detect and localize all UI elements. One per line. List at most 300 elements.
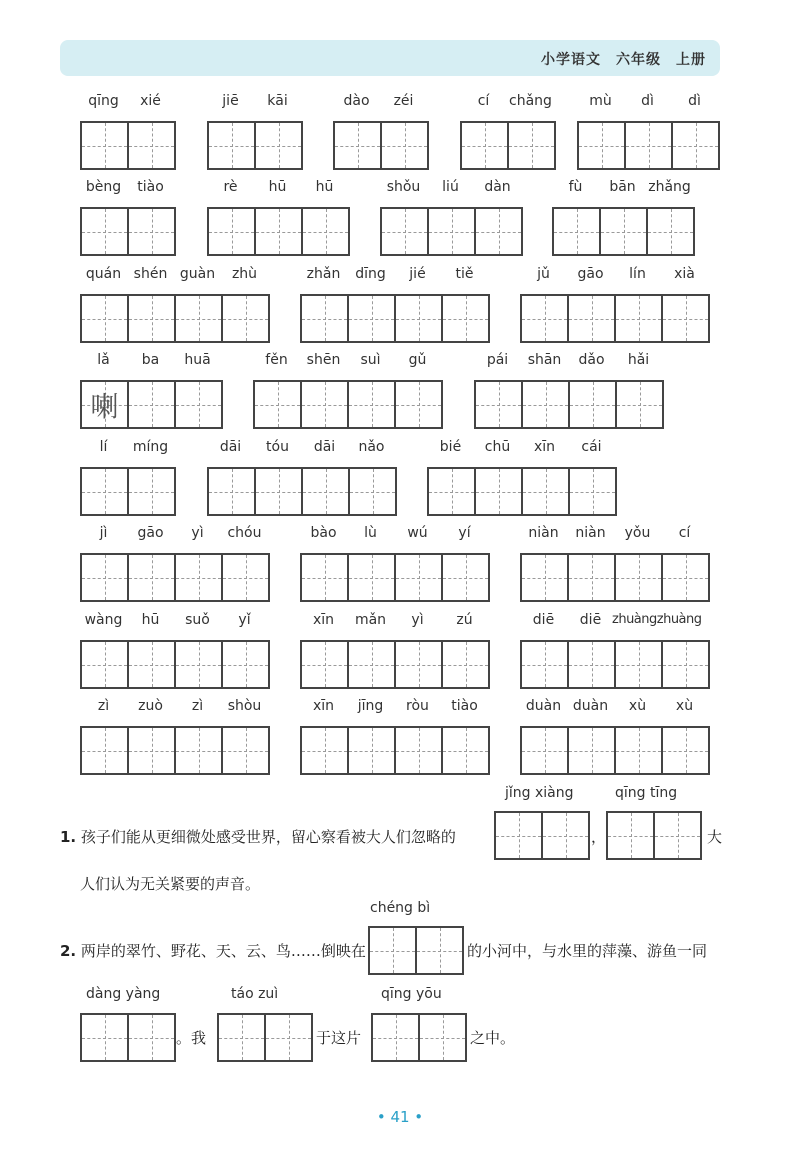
word-pinyin: gāo <box>577 266 604 282</box>
word-pinyin: suǒ <box>185 612 210 628</box>
char-cell[interactable] <box>460 121 509 170</box>
word-box[interactable] <box>80 294 270 343</box>
word-pinyin: fěn <box>265 352 288 368</box>
word-pinyin: dāi <box>219 439 242 455</box>
word-box[interactable] <box>474 380 664 429</box>
handwritten-char <box>129 123 174 168</box>
handwritten-char <box>255 382 300 427</box>
handwritten-char <box>256 123 301 168</box>
char-cell[interactable] <box>254 207 303 256</box>
word-box[interactable] <box>460 121 556 170</box>
word-box[interactable] <box>552 207 695 256</box>
char-cell[interactable] <box>127 553 176 602</box>
char-cell[interactable] <box>300 380 349 429</box>
word-box[interactable] <box>520 640 710 689</box>
char-cell[interactable] <box>174 294 223 343</box>
word-pinyin: fù <box>568 179 583 195</box>
handwritten-char <box>443 728 488 773</box>
book-title: 小学语文 六年级 上册 <box>541 52 706 68</box>
word-box[interactable] <box>80 380 223 429</box>
word-pinyin: huā <box>184 352 211 368</box>
char-cell[interactable] <box>207 467 256 516</box>
char-cell[interactable] <box>520 294 569 343</box>
word-pinyin: yǐ <box>238 612 251 628</box>
q2-blank1[interactable] <box>368 926 464 975</box>
char-cell[interactable] <box>427 467 476 516</box>
handwritten-char <box>579 123 624 168</box>
char-cell[interactable] <box>394 294 443 343</box>
handwritten-char <box>349 728 394 773</box>
handwritten-char <box>223 555 268 600</box>
char-cell[interactable] <box>614 294 663 343</box>
q2-text-mid: 。我 <box>176 1029 207 1047</box>
char-cell[interactable] <box>474 380 523 429</box>
word-pinyin: lǎ <box>97 352 110 368</box>
handwritten-char <box>462 123 507 168</box>
word-pinyin: xīn <box>312 612 335 628</box>
handwritten-char <box>176 382 221 427</box>
handwritten-char <box>82 469 127 514</box>
word-box[interactable] <box>577 121 720 170</box>
word-pinyin: rè <box>223 179 238 195</box>
handwritten-char <box>570 469 615 514</box>
char-cell[interactable] <box>646 207 695 256</box>
word-pinyin: jǔ <box>537 266 550 282</box>
word-pinyin: lí <box>99 439 108 455</box>
char-cell[interactable] <box>300 726 349 775</box>
char-cell[interactable] <box>207 121 256 170</box>
word-pinyin: zhù <box>231 266 258 282</box>
word-box[interactable] <box>333 121 429 170</box>
word-pinyin: wú <box>407 525 428 541</box>
word-pinyin: chū <box>484 439 511 455</box>
handwritten-char <box>82 209 127 254</box>
char-cell[interactable] <box>174 726 223 775</box>
char-cell[interactable] <box>127 640 176 689</box>
char-cell[interactable] <box>207 207 256 256</box>
word-pinyin: dǎo <box>578 352 605 368</box>
handwritten-char <box>569 296 614 341</box>
char-cell[interactable] <box>300 553 349 602</box>
char-cell[interactable] <box>567 640 616 689</box>
word-box[interactable] <box>300 640 490 689</box>
handwritten-char <box>569 728 614 773</box>
word-pinyin: zì <box>97 698 110 714</box>
handwritten-char <box>129 209 174 254</box>
word-pinyin: dào <box>343 93 370 109</box>
char-cell[interactable] <box>567 294 616 343</box>
word-pinyin: qīng <box>88 93 119 109</box>
q2-blank2[interactable] <box>80 1013 176 1062</box>
word-pinyin: mù <box>589 93 612 109</box>
char-cell[interactable] <box>127 207 176 256</box>
char-cell[interactable] <box>347 553 396 602</box>
char-cell[interactable] <box>614 553 663 602</box>
word-pinyin: xīn <box>312 698 335 714</box>
q2-blank4-pinyin: qīng yōu <box>381 986 442 1002</box>
char-cell[interactable] <box>347 726 396 775</box>
word-box[interactable] <box>253 380 443 429</box>
char-cell[interactable] <box>520 726 569 775</box>
word-pinyin: zì <box>191 698 204 714</box>
word-pinyin: shòu <box>227 698 262 714</box>
handwritten-char <box>349 555 394 600</box>
word-box[interactable] <box>80 553 270 602</box>
q1-sep: ， <box>591 828 607 846</box>
char-cell[interactable] <box>221 640 270 689</box>
char-cell[interactable] <box>80 467 129 516</box>
word-pinyin: gǔ <box>408 352 427 368</box>
word-pinyin: mǎn <box>354 612 387 628</box>
handwritten-char <box>429 469 474 514</box>
handwritten-char <box>256 469 301 514</box>
handwritten-char <box>396 555 441 600</box>
handwritten-char <box>223 296 268 341</box>
handwritten-char <box>176 642 221 687</box>
char-cell[interactable] <box>507 121 556 170</box>
char-cell[interactable] <box>347 640 396 689</box>
handwritten-char <box>209 209 254 254</box>
char-cell[interactable] <box>394 726 443 775</box>
q1-number: 1. <box>60 828 77 846</box>
handwritten-char <box>601 209 646 254</box>
handwritten-char <box>82 642 127 687</box>
word-pinyin: tóu <box>266 439 289 455</box>
handwritten-char <box>349 382 394 427</box>
q1-text-tail: 大 <box>707 828 723 846</box>
handwritten-char <box>663 642 708 687</box>
word-pinyin: wàng <box>84 612 123 628</box>
word-box[interactable] <box>80 467 176 516</box>
char-cell[interactable] <box>174 640 223 689</box>
handwritten-char <box>523 382 568 427</box>
handwritten-char <box>626 123 671 168</box>
char-cell[interactable] <box>394 640 443 689</box>
word-box[interactable] <box>520 294 710 343</box>
handwritten-char <box>570 382 615 427</box>
word-box[interactable] <box>520 726 710 775</box>
word-pinyin: míng <box>132 439 169 455</box>
q2-line1 <box>60 940 366 961</box>
char-cell[interactable] <box>254 467 303 516</box>
char-cell[interactable] <box>567 726 616 775</box>
handwritten-char <box>82 296 127 341</box>
char-cell[interactable] <box>348 467 397 516</box>
handwritten-char <box>302 642 347 687</box>
q2-text-after: 的小河中，与水里的萍藻、游鱼一同 <box>467 942 708 960</box>
handwritten-char <box>209 123 254 168</box>
handwritten-char <box>223 728 268 773</box>
word-pinyin: gāo <box>137 525 164 541</box>
word-pinyin: diē <box>579 612 602 628</box>
word-pinyin: hū <box>268 179 287 195</box>
char-cell[interactable] <box>615 380 664 429</box>
char-cell[interactable] <box>80 553 129 602</box>
word-pinyin: zéi <box>393 93 414 109</box>
word-pinyin: bào <box>310 525 337 541</box>
word-pinyin: dì <box>641 93 654 109</box>
handwritten-char <box>476 469 521 514</box>
handwritten-char <box>82 123 127 168</box>
q2-blank3[interactable] <box>217 1013 313 1062</box>
word-pinyin: jì <box>99 525 108 541</box>
char-cell[interactable] <box>333 121 382 170</box>
handwritten-char <box>429 209 474 254</box>
char-cell[interactable] <box>441 553 490 602</box>
char-cell[interactable] <box>127 121 176 170</box>
word-pinyin: diē <box>532 612 555 628</box>
word-pinyin: duàn <box>572 698 609 714</box>
handwritten-char <box>443 642 488 687</box>
handwritten-char <box>349 296 394 341</box>
word-box[interactable] <box>80 640 270 689</box>
q2-text-mid2: 于这片 <box>316 1029 362 1047</box>
word-box[interactable] <box>300 553 490 602</box>
word-box[interactable] <box>300 726 490 775</box>
word-pinyin: yí <box>458 525 471 541</box>
word-box[interactable] <box>300 294 490 343</box>
handwritten-char <box>522 296 567 341</box>
char-cell[interactable] <box>661 294 710 343</box>
q2-number: 2. <box>60 942 77 960</box>
word-pinyin: shēn <box>306 352 341 368</box>
q1-text-before: 孩子们能从更细微处感受世界，留心察看被大人们忽略的 <box>80 828 456 846</box>
q2-blank3-pinyin: táo zuì <box>231 986 279 1002</box>
word-pinyin: zuò <box>138 698 163 714</box>
q2-text-end: 之中。 <box>470 1029 516 1047</box>
char-cell[interactable] <box>661 640 710 689</box>
handwritten-char <box>302 382 347 427</box>
word-pinyin: dāi <box>313 439 336 455</box>
word-pinyin: zhǎng <box>648 179 691 195</box>
word-pinyin: niàn <box>575 525 606 541</box>
handwritten-char <box>176 728 221 773</box>
q1-line1 <box>60 826 456 847</box>
word-pinyin: duàn <box>525 698 562 714</box>
word-pinyin: suì <box>360 352 381 368</box>
handwritten-char <box>303 209 348 254</box>
handwritten-char <box>302 728 347 773</box>
word-pinyin: zú <box>456 612 473 628</box>
handwritten-char <box>302 296 347 341</box>
word-pinyin: yǒu <box>624 525 651 541</box>
q2-blank4[interactable] <box>371 1013 467 1062</box>
char-cell[interactable] <box>441 726 490 775</box>
word-pinyin: ba <box>141 352 160 368</box>
handwritten-char <box>396 382 441 427</box>
char-cell[interactable] <box>174 380 223 429</box>
char-cell[interactable] <box>127 294 176 343</box>
char-cell[interactable] <box>577 121 626 170</box>
handwritten-char <box>673 123 718 168</box>
char-cell[interactable] <box>347 380 396 429</box>
handwritten-char <box>129 469 174 514</box>
char-cell[interactable] <box>300 294 349 343</box>
q1-blank1-pinyin: jǐng xiàng <box>505 785 574 801</box>
char-cell[interactable] <box>221 553 270 602</box>
char-cell[interactable] <box>661 726 710 775</box>
char-cell[interactable] <box>599 207 648 256</box>
handwritten-char <box>209 469 254 514</box>
char-cell[interactable] <box>301 207 350 256</box>
word-box[interactable] <box>207 207 350 256</box>
word-pinyin: xià <box>674 266 695 282</box>
char-cell[interactable] <box>221 726 270 775</box>
char-cell[interactable] <box>253 380 302 429</box>
char-cell[interactable] <box>394 380 443 429</box>
handwritten-char <box>302 555 347 600</box>
word-pinyin: dì <box>688 93 701 109</box>
char-cell[interactable] <box>568 467 617 516</box>
handwritten-char <box>396 296 441 341</box>
word-box[interactable] <box>80 726 270 775</box>
word-pinyin: zhuàngzhuàng <box>612 612 702 627</box>
word-pinyin: cái <box>581 439 602 455</box>
word-pinyin: xīn <box>533 439 556 455</box>
char-cell[interactable] <box>474 207 523 256</box>
char-cell[interactable] <box>474 467 523 516</box>
handwritten-char: 喇 <box>90 389 119 423</box>
char-cell[interactable] <box>254 121 303 170</box>
word-pinyin: jié <box>409 266 426 282</box>
word-pinyin: hū <box>315 179 334 195</box>
char-cell[interactable] <box>301 467 350 516</box>
char-cell[interactable] <box>221 294 270 343</box>
char-cell[interactable] <box>347 294 396 343</box>
char-cell[interactable] <box>552 207 601 256</box>
word-box[interactable] <box>207 121 303 170</box>
char-cell[interactable] <box>380 207 429 256</box>
handwritten-char <box>129 555 174 600</box>
word-pinyin: jiē <box>222 93 239 109</box>
char-cell[interactable] <box>521 467 570 516</box>
handwritten-char <box>522 642 567 687</box>
char-cell[interactable] <box>80 640 129 689</box>
word-pinyin: kāi <box>267 93 288 109</box>
word-box[interactable] <box>380 207 523 256</box>
word-pinyin: tiào <box>137 179 164 195</box>
char-cell[interactable] <box>520 553 569 602</box>
char-cell[interactable] <box>80 294 129 343</box>
handwritten-char <box>569 555 614 600</box>
q1-blank1[interactable] <box>494 811 590 860</box>
char-cell[interactable] <box>614 640 663 689</box>
word-box[interactable] <box>80 121 176 170</box>
char-cell[interactable] <box>521 380 570 429</box>
char-cell[interactable] <box>127 380 176 429</box>
handwritten-char <box>443 296 488 341</box>
char-cell[interactable] <box>661 553 710 602</box>
word-pinyin: lù <box>364 525 377 541</box>
handwritten-char <box>129 296 174 341</box>
word-pinyin: guàn <box>179 266 216 282</box>
char-cell[interactable] <box>394 553 443 602</box>
word-pinyin: shǒu <box>386 179 421 195</box>
char-cell[interactable] <box>568 380 617 429</box>
char-cell[interactable] <box>300 640 349 689</box>
word-pinyin: dàn <box>484 179 511 195</box>
handwritten-char <box>476 382 521 427</box>
word-pinyin: liú <box>442 179 459 195</box>
char-cell[interactable] <box>624 121 673 170</box>
handwritten-char <box>82 728 127 773</box>
q2-blank2-pinyin: dàng yàng <box>86 986 161 1002</box>
char-cell[interactable] <box>567 553 616 602</box>
word-pinyin: dīng <box>355 266 386 282</box>
char-cell[interactable] <box>80 121 129 170</box>
char-cell[interactable] <box>671 121 720 170</box>
char-cell[interactable] <box>127 467 176 516</box>
word-pinyin: xié <box>140 93 161 109</box>
char-cell[interactable] <box>427 207 476 256</box>
handwritten-char <box>303 469 348 514</box>
handwritten-char <box>569 642 614 687</box>
word-pinyin: chóu <box>227 525 262 541</box>
q1-blank2[interactable] <box>606 811 702 860</box>
handwritten-char <box>176 296 221 341</box>
handwritten-char <box>129 728 174 773</box>
char-cell[interactable] <box>441 640 490 689</box>
char-cell[interactable] <box>614 726 663 775</box>
char-cell[interactable] <box>80 207 129 256</box>
word-box[interactable] <box>520 553 710 602</box>
handwritten-char <box>617 382 662 427</box>
word-box[interactable] <box>207 467 397 516</box>
handwritten-char <box>616 642 661 687</box>
handwritten-char <box>335 123 380 168</box>
page-number: • 41 • <box>376 1108 424 1126</box>
char-cell[interactable] <box>441 294 490 343</box>
handwritten-char <box>616 555 661 600</box>
word-pinyin: cí <box>678 525 691 541</box>
word-pinyin: xù <box>675 698 694 714</box>
word-box[interactable] <box>80 207 176 256</box>
char-cell[interactable] <box>80 726 129 775</box>
header-bar <box>60 40 720 76</box>
word-pinyin: nǎo <box>358 439 385 455</box>
handwritten-char <box>382 209 427 254</box>
word-pinyin: quán <box>85 266 122 282</box>
word-pinyin: jīng <box>357 698 384 714</box>
char-cell[interactable] <box>520 640 569 689</box>
word-pinyin: pái <box>486 352 509 368</box>
handwritten-char <box>382 123 427 168</box>
word-pinyin: zhǎn <box>306 266 341 282</box>
handwritten-char <box>522 555 567 600</box>
char-cell[interactable] <box>380 121 429 170</box>
char-cell[interactable] <box>127 726 176 775</box>
char-cell[interactable] <box>174 553 223 602</box>
word-pinyin: ròu <box>406 698 429 714</box>
word-box[interactable] <box>427 467 617 516</box>
handwritten-char <box>476 209 521 254</box>
handwritten-char <box>663 296 708 341</box>
word-pinyin: chǎng <box>509 93 552 109</box>
word-pinyin: lín <box>629 266 646 282</box>
handwritten-char <box>522 728 567 773</box>
handwritten-char <box>350 469 395 514</box>
word-pinyin: bèng <box>85 179 122 195</box>
char-cell[interactable] <box>80 380 129 429</box>
handwritten-char <box>256 209 301 254</box>
word-pinyin: hǎi <box>627 352 650 368</box>
word-pinyin: bān <box>609 179 636 195</box>
handwritten-char <box>396 728 441 773</box>
word-pinyin: hū <box>141 612 160 628</box>
word-pinyin: xù <box>628 698 647 714</box>
handwritten-char <box>663 555 708 600</box>
q1-blank2-pinyin: qīng tīng <box>615 785 678 801</box>
